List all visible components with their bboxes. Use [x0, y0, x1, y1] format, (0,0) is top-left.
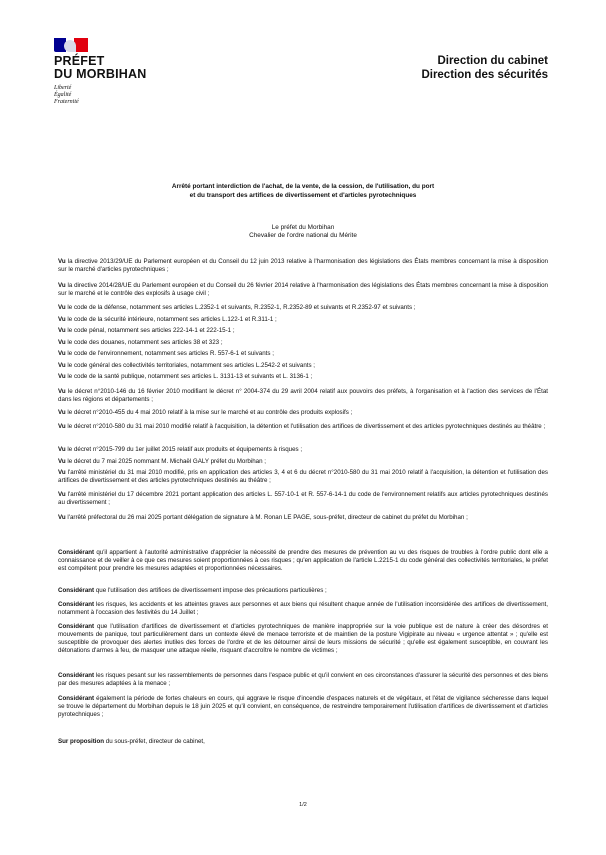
vu-paragraph: Vu le code de la défense, notamment ses articles L.2352-1 et suivants, R.2352-1, R.2352-89 et suivants et R.2352-97 et suivants ; [58, 304, 416, 311]
title-line-2: et du transport des artifices de divertissement et d'articles pyrotechniques [189, 192, 417, 199]
signer-title: Le préfet du Morbihan [271, 224, 335, 231]
document-title [60, 182, 546, 200]
signer-block [60, 224, 546, 240]
vu-paragraph: Vu le décret du 7 mai 2025 nommant M. Michaël GALY préfet du Morbihan ; [58, 458, 266, 465]
direction-heading [421, 54, 548, 82]
considerant-paragraph: Considérant qu'il appartient à l'autorité administrative d'apprécier la nécessité de prendre des mesures de prévention au vu des risques de troubles à l'ordre public dont elle a connaissance et de veiller à ce que ces mesures soient proportionnées à ces risques ; qu'en application de l'article L.2215-1 du code général des collectivités territoriales, le préfet est compétent pour prendre les mesures adaptées et proportionnées nécessaires. [58, 549, 548, 572]
vu-paragraph: Vu le code général des collectivités territoriales, notamment ses articles L.2542-2 et suivants ; [58, 362, 316, 369]
considerant-paragraph: Considérant également la période de fortes chaleurs en cours, qui aggrave le risque d'incendie d'espaces naturels et de végétaux, et l'état de vigilance sécheresse dans lequel se trouve le département du Morbihan depuis le 18 juin 2025 et qu'il convient, en conséquence, de restreindre temporairement l'utilisation d'artifices de divertissement et d'articles pyrotechniques ; [58, 695, 548, 718]
page-number: 1/2 [299, 802, 307, 808]
vu-paragraph: Vu le décret n°2010-455 du 4 mai 2010 relatif à la mise sur le marché et au contrôle des produits explosifs ; [58, 409, 353, 416]
vu-paragraph: Vu le code de la santé publique, notamment ses articles L. 3131-13 et suivants et L. 3136-1 ; [58, 373, 313, 380]
vu-paragraph: Vu la directive 2013/29/UE du Parlement européen et du Conseil du 12 juin 2013 relative à l'harmonisation des législations des États membres concernant la mise à disposition sur le marché d'articles pyrotechniques ; [58, 258, 548, 273]
vu-paragraph: Vu le décret n°2010-146 du 16 février 2010 modifiant le décret n° 2004-374 du 29 avril 2004 relatif aux pouvoirs des préfets, à l'organisation et à l'action des services de l'État dans les régions et départements ; [58, 388, 548, 403]
direction-line-2: Direction des sécurités [421, 69, 548, 81]
vu-paragraph: Vu le code de la sécurité intérieure, notamment ses articles L.122-1 et R.311-1 ; [58, 316, 277, 323]
signer-honor: Chevalier de l'ordre national du Mérite [249, 232, 357, 239]
considerant-paragraph: Considérant que l'utilisation d'artifices de divertissement et d'articles pyrotechniques de manière inappropriée sur la voie publique est de nature à créer des désordres et mouvements de panique, tout particulièrement dans un contexte élevé de menace terroriste et de maintien de la posture Vigipirate au niveau « urgence attentat » ; qu'elle est susceptible de provoquer des alertes inutiles des forces de l'ordre et de les détourner ainsi de leurs missions de sécurité ; qu'elle est également susceptible, en couvrant les détonations d'armes à feu, de masquer une attaque réelle, risquant d'accroître le nombre de victimes ; [58, 623, 548, 654]
vu-paragraph: Vu l'arrêté préfectoral du 26 mai 2025 portant délégation de signature à M. Ronan LE PAGE, sous-préfet, directeur de cabinet du préfet du Morbihan ; [58, 514, 468, 521]
vu-paragraph: Vu le décret n°2015-799 du 1er juillet 2015 relatif aux produits et équipements à risques ; [58, 446, 303, 453]
vu-paragraph: Vu l'arrêté ministériel du 17 décembre 2021 portant application des articles L. 557-10-1 et R. 557-6-14-1 du code de l'environnement relatifs aux articles pyrotechniques destinés au divertissement ; [58, 491, 548, 506]
vu-paragraph: Vu la directive 2014/28/UE du Parlement européen et du Conseil du 26 février 2014 relative à l'harmonisation des législations des États membres concernant la mise à disposition sur le marché et le contrôle des explosifs à usage civil ; [58, 282, 548, 297]
vu-paragraph: Vu le code de l'environnement, notamment ses articles R. 557-6-1 et suivants ; [58, 350, 274, 357]
direction-line-1: Direction du cabinet [437, 55, 548, 67]
considerant-paragraph: Considérant les risques, les accidents et les atteintes graves aux personnes et aux biens qui résultent chaque année de l'utilisation inconsidérée des artifices de divertissement, notamment à l'occasion des festivités du 14 Juillet ; [58, 601, 548, 616]
vu-paragraph: Vu le code des douanes, notamment ses articles 38 et 323 ; [58, 339, 223, 346]
considerant-paragraph: Considérant les risques pesant sur les rassemblements de personnes dans l'espace public et qu'il convient en ces circonstances d'assurer la sécurité des personnes et des biens par des mesures adaptées à la menace ; [58, 672, 548, 687]
title-line-1: Arrêté portant interdiction de l'achat, de la vente, de la cession, de l'utilisation, du port [171, 183, 435, 190]
motto-liberte: Liberté [54, 85, 72, 91]
republic-motto [54, 85, 146, 106]
prefecture-logo [54, 38, 146, 106]
vu-paragraph: Vu le décret n°2010-580 du 31 mai 2010 modifié relatif à l'acquisition, la détention et l'utilisation des artifices de divertissement et des articles pyrotechniques destinés au théâtre ; [58, 423, 546, 430]
proposition-paragraph: Sur proposition du sous-préfet, directeur de cabinet, [58, 738, 205, 745]
brand-line-1: PRÉFET [54, 54, 105, 68]
brand-line-2: DU MORBIHAN [54, 67, 147, 81]
motto-fraternite: Fraternité [54, 99, 79, 105]
vu-paragraph: Vu l'arrêté ministériel du 31 mai 2010 modifié, pris en application des articles 3, 4 et 6 du décret n°2010-580 du 31 mai 2010 relatif à l'acquisition, la détention et l'utilisation des artifices de divertissement et des articles pyrotechniques destinés au théâtre ; [58, 469, 548, 484]
brand-name [54, 55, 146, 81]
considerant-paragraph: Considérant que l'utilisation des artifices de divertissement impose des précautions particulières ; [58, 587, 327, 594]
motto-egalite: Égalité [54, 92, 72, 98]
vu-paragraph: Vu le code pénal, notamment ses articles 222-14-1 et 222-15-1 ; [58, 327, 235, 334]
marianne-logo-icon [54, 38, 88, 52]
